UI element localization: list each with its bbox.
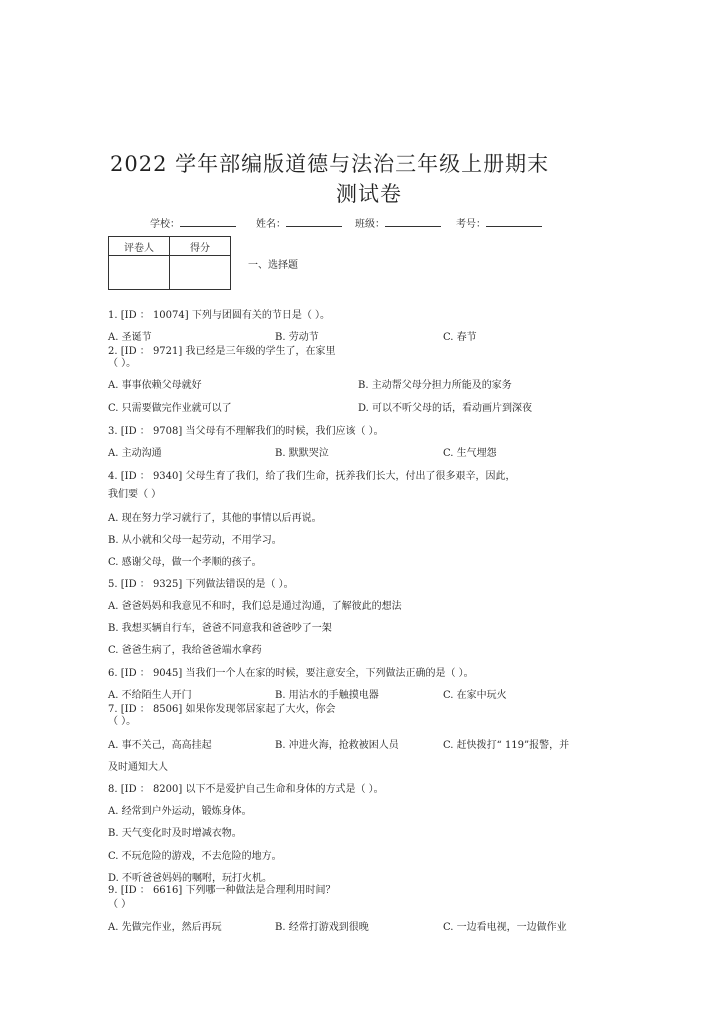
number-blank — [486, 217, 542, 227]
question-3: 3. [ID ： 9708] 当父母有不理解我们的时候，我们应该（ ）。 — [108, 426, 384, 437]
q5-option-b: B. 我想买辆自行车，爸爸不同意我和爸爸吵了一架 — [108, 623, 332, 634]
q2-option-c: C. 只需要做完作业就可以了 — [108, 403, 232, 414]
q3-option-b: B. 默默哭泣 — [275, 448, 329, 459]
q8-option-c: C. 不玩危险的游戏，不去危险的地方。 — [108, 851, 282, 862]
question-9: 9. [ID ： 6616] 下列哪一种做法是合理利用时间？ — [108, 885, 336, 896]
score-table — [108, 236, 231, 290]
info-name — [256, 215, 342, 230]
school-label: 学校： — [150, 219, 180, 230]
q4-option-a: A. 现在努力学习就行了，其他的事情以后再说。 — [108, 513, 322, 524]
exam-title-line2: 测试卷 — [336, 182, 402, 206]
q6-option-c: C. 在家中玩火 — [443, 690, 507, 701]
name-label: 姓名： — [256, 219, 286, 230]
class-blank — [385, 217, 441, 227]
question-4-cont: 我们要（ ） — [108, 489, 162, 500]
q5-option-c: C. 爸爸生病了，我给爸爸端水拿药 — [108, 645, 262, 656]
section-heading: 一、选择题 — [248, 260, 298, 271]
q7-option-c: C. 赶快拨打“ 119”报警，并 — [443, 740, 570, 751]
question-7: 7. [ID ： 8506] 如果你发现邻居家起了大火，你会 — [108, 704, 336, 715]
q1-option-a: A. 圣诞节 — [108, 332, 152, 343]
q7-answer-paren: （ ）。 — [108, 716, 137, 727]
q1-option-b: B. 劳动节 — [275, 332, 319, 343]
q5-option-a: A. 爸爸妈妈和我意见不和时，我们总是通过沟通，了解彼此的想法 — [108, 601, 402, 612]
q9-option-a: A. 先做完作业，然后再玩 — [108, 922, 222, 933]
q3-option-c: C. 生气埋怨 — [443, 448, 497, 459]
q2-answer-paren: （ ）。 — [108, 358, 137, 369]
q4-option-b: B. 从小就和父母一起劳动，不用学习。 — [108, 535, 282, 546]
info-school — [150, 215, 236, 230]
q1-option-c: C. 春节 — [443, 332, 477, 343]
info-class — [355, 215, 441, 230]
grader-cell — [109, 256, 170, 290]
name-blank — [286, 217, 342, 227]
exam-title-line1: 2022 学年部编版道德与法治三年级上册期末 — [110, 152, 550, 176]
school-blank — [180, 217, 236, 227]
score-cell — [170, 256, 231, 290]
q8-option-d: D. 不听爸爸妈妈的嘱咐，玩打火机。 — [108, 873, 273, 884]
q8-option-b: B. 天气变化时及时增减衣物。 — [108, 828, 242, 839]
question-5: 5. [ID ： 9325] 下列做法错误的是（ ）。 — [108, 579, 294, 590]
question-2: 2. [ID ： 9721] 我已经是三年级的学生了，在家里 — [108, 346, 336, 357]
q2-option-a: A. 事事依赖父母就好 — [108, 380, 202, 391]
q7-option-c-cont: 及时通知大人 — [108, 762, 168, 773]
q4-option-c: C. 感谢父母，做一个孝顺的孩子。 — [108, 557, 262, 568]
q7-option-b: B. 冲进火海，抢救被困人员 — [275, 740, 399, 751]
question-4: 4. [ID ： 9340] 父母生育了我们，给了我们生命，抚养我们长大，付出了很多艰辛，因此， — [108, 471, 516, 482]
q9-answer-paren: （ ） — [108, 899, 132, 910]
number-label: 考号： — [456, 219, 486, 230]
score-header: 得分 — [170, 237, 231, 256]
q7-option-a: A. 事不关己，高高挂起 — [108, 740, 212, 751]
grader-header: 评卷人 — [109, 237, 170, 256]
q2-option-b: B. 主动帮父母分担力所能及的家务 — [358, 380, 512, 391]
question-1: 1. [ID ： 10074] 下列与团圆有关的节日是（ ）。 — [108, 310, 331, 321]
question-8: 8. [ID ： 8200] 以下不是爱护自己生命和身体的方式是（ ）。 — [108, 784, 384, 795]
q2-option-d: D. 可以不听父母的话，看动画片到深夜 — [358, 403, 533, 414]
q9-option-c: C. 一边看电视，一边做作业 — [443, 922, 567, 933]
q6-option-b: B. 用沾水的手触摸电器 — [275, 690, 379, 701]
q6-option-a: A. 不给陌生人开门 — [108, 690, 192, 701]
q9-option-b: B. 经常打游戏到很晚 — [275, 922, 369, 933]
question-6: 6. [ID ： 9045] 当我们一个人在家的时候，要注意安全，下列做法正确的是（ ）。 — [108, 668, 474, 679]
q8-option-a: A. 经常到户外运动，锻炼身体。 — [108, 806, 252, 817]
q3-option-a: A. 主动沟通 — [108, 448, 162, 459]
class-label: 班级： — [355, 219, 385, 230]
info-number — [456, 215, 542, 230]
